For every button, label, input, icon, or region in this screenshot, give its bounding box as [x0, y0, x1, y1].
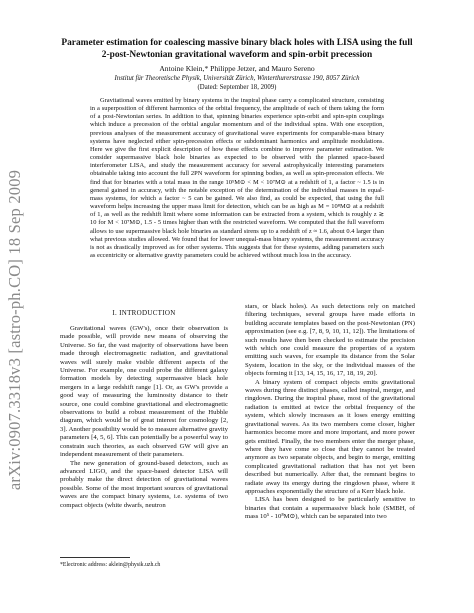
paragraph: Gravitational waves (GW's), once their observation is made possible, will provide new means of observing the Universe. So far, the vast majority of observations have been made through electromagnetic radiation, and gravitational waves will surely make visible different aspects of the Universe. For example, one could probe the different galaxy formation models by detecting supermassive black hole mergers in a large redshift range [1]. Or, as GW's provide a good way of measuring the luminosity distance to their source, one could combine gravitational and electromagnetic observations to build a robust measurement of the Hubble diagram, which would be of great interest for cosmology [2, 3]. Another possibility would be to measure alternative gravity parameters [4, 5, 6]. This can potentially be a powerful way to constrain such theories, as each observed GW will give an independent measurement of their parameters. [60, 325, 228, 459]
paragraph: The new generation of ground-based detectors, such as advanced LIGO, and the space-based detector LISA will probably make the direct detection of gravitational waves possible. Some of the most important sources of gravitational waves are the compact binary systems, i.e. systems of two compact objects (white dwarfs, neutron [60, 459, 228, 509]
paper-date: (Dated: September 18, 2009) [197, 84, 277, 91]
footnote: *Electronic address: aklein@physik.uzh.ch [60, 562, 161, 568]
right-column [245, 303, 415, 522]
footnote-rule [60, 557, 130, 558]
arxiv-identifier-sidebar [4, 169, 26, 491]
section-heading: I. INTRODUCTION [112, 309, 176, 317]
paper-title: Parameter estimation for coalescing massive binary black holes with LISA using the full 2-post-Newtonian gravitational waveform and spin-orbit precession [61, 38, 413, 60]
abstract: Gravitational waves emitted by binary systems in the inspiral phase carry a complicated structure, consisting in a superposition of different harmonics of the orbital frequency, the amplitude of each of them taking the form of a post-Newtonian series. In addition to that, spinning binaries experience spin-orbit and spin-spin couplings which induce a precession of the orbital angular momentum and of the individual spins. With one exception, previous analyses of the measurement accuracy of gravitational wave experiments for comparable-mass binary systems have neglected either spin-precession effects or subdominant harmonics and amplitude modulations. Here we give the first explicit description of how these effects combine to improve parameter estimation. We consider supermassive black hole binaries as expected to be observed with the planned space-based interferometer LISA, and study the measurement accuracy for several astrophysically interesting parameters obtainable taking into account the full 2PN waveform for spinning bodies, as well as spin-precession effects. We find that for binaries with a total mass in the range 10⁵M⊙ < M < 10⁷M⊙ at a redshift of 1, a factor ~ 1.5 is in general gained in accuracy, with the notable exception of the determination of the individual masses in equal-mass systems, for which a factor ~ 5 can be gained. We also find, as could be expected, that using the full waveform helps increasing the upper mass limit for detection, which can be as high as M = 10⁸M⊙ at a redshift of 1, as well as the redshift limit where some information can be extracted from a system, which is roughly z ≳ 10 for M < 10⁷M⊙, 1.5 - 5 times higher than with the restricted waveform. We computed that the full waveform allows to use supermassive black hole binaries as standard sirens up to a redshift of z ≈ 1.6, about 0.4 larger than what previous studies allowed. We found that for lower unequal-mass binary systems, the measurement accuracy is not as drastically improved as for other systems. This suggests that for these systems, adding parameters such as eccentricity or alternative gravity parameters could be achieved without much loss in the accuracy. [90, 97, 384, 259]
paper-authors: Antoine Klein,* Philippe Jetzer, and Mauro Sereno [159, 64, 315, 73]
arxiv-identifier: arXiv:0907.3318v3 [astro-ph.CO] 18 Sep 2009 [5, 169, 24, 491]
left-column [60, 325, 228, 510]
paragraph: A binary system of compact objects emits gravitational waves during three distinct phases, called inspiral, merger, and ringdown. During the inspiral phase, most of the gravitational radiation is emitted at twice the orbital frequency of the system, which slowly increases as it loses energy emitting gravitational waves. As its two members come closer, higher harmonics become more and more important, and more power gets emitted. Finally, the two members enter the merger phase, where they have come so close that they cannot be treated anymore as two separate objects, and begin to merge, emitting complicated gravitational radiation that has not yet been described but numerically. After that, the remnant begins to radiate away its energy during the ringdown phase, where it approaches exponentially the structure of a Kerr black hole. [245, 378, 415, 495]
author-institution: Institut für Theoretische Physik, Universität Zürich, Winterthurerstrasse 190, 8057 Zürich [114, 75, 360, 82]
paragraph: LISA has been designed to be particularly sensitive to binaries that contain a supermassive black hole (SMBH, of mass 10⁵ - 10⁸M⊙), which can be separated into two [245, 496, 415, 521]
paragraph: stars, or black holes). As such detections rely on matched filtering techniques, several groups have made efforts in building accurate templates based on the post-Newtonian (PN) approximation (see e.g. [7, 8, 9, 10, 11, 12]). The limitations of such results have then been checked to estimate the precision with which one could measure the properties of a system emitting such waves, for example its distance from the Solar System, location in the sky, or the individual masses of the objects forming it [13, 14, 15, 16, 17, 18, 19, 20]. [245, 303, 415, 378]
